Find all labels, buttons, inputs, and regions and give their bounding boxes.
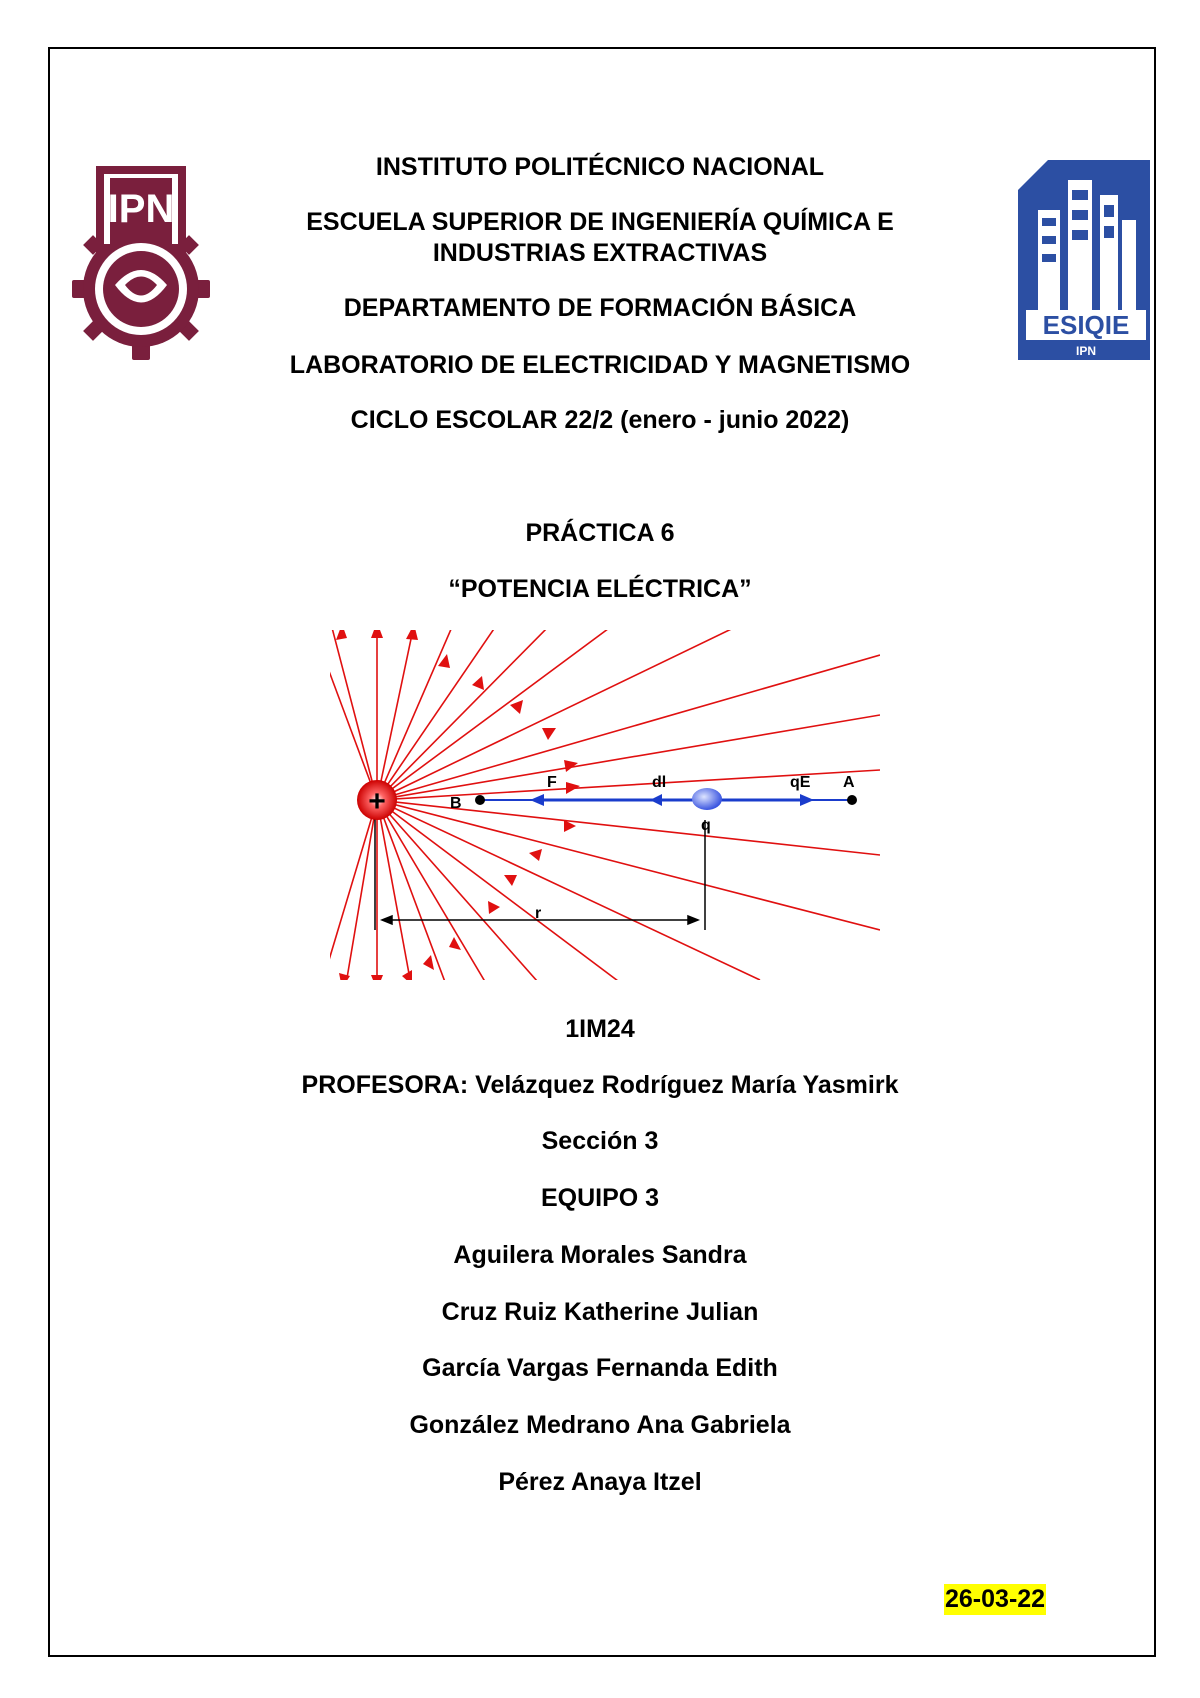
practice-title: “POTENCIA ELÉCTRICA” — [448, 575, 752, 603]
laboratory-name: LABORATORIO DE ELECTRICIDAD Y MAGNETISMO — [289, 351, 911, 379]
practice-number: PRÁCTICA 6 — [525, 519, 675, 547]
school-name-line2: INDUSTRIAS EXTRACTIVAS — [432, 239, 768, 267]
svg-text:IPN: IPN — [1075, 344, 1097, 358]
label-dl: dl — [652, 774, 667, 791]
label-qe: qE — [790, 774, 811, 791]
professor-name: PROFESORA: Velázquez Rodríguez María Yasmirk — [301, 1071, 899, 1099]
department-name: DEPARTAMENTO DE FORMACIÓN BÁSICA — [343, 294, 857, 322]
school-name-line1: ESCUELA SUPERIOR DE INGENIERÍA QUÍMICA E — [306, 208, 894, 236]
electric-field-diagram — [330, 630, 880, 980]
section-number: Sección 3 — [541, 1127, 659, 1155]
member-name: Pérez Anaya Itzel — [498, 1468, 702, 1496]
label-f: F — [547, 774, 557, 791]
member-name: Aguilera Morales Sandra — [453, 1241, 747, 1269]
team-number: EQUIPO 3 — [540, 1184, 660, 1212]
school-cycle: CICLO ESCOLAR 22/2 (enero - junio 2022) — [350, 406, 850, 434]
group-code: 1IM24 — [565, 1015, 635, 1043]
label-r: r — [535, 905, 542, 922]
path-line — [480, 794, 852, 806]
document-date: 26-03-22 — [945, 1585, 1046, 1613]
institute-name: INSTITUTO POLITÉCNICO NACIONAL — [375, 153, 825, 181]
member-name: García Vargas Fernanda Edith — [422, 1354, 778, 1382]
label-a: A — [843, 774, 855, 791]
member-name: González Medrano Ana Gabriela — [409, 1411, 791, 1439]
svg-text:ESIQIE: ESIQIE — [1042, 310, 1130, 340]
svg-text:IPN: IPN — [107, 187, 175, 231]
test-charge-q — [692, 788, 722, 810]
charge-sign: + — [368, 785, 386, 818]
point-a — [847, 795, 857, 805]
point-b — [475, 795, 485, 805]
field-lines — [330, 630, 880, 980]
label-b: B — [450, 795, 462, 812]
label-q: q — [701, 817, 711, 834]
member-name: Cruz Ruiz Katherine Julian — [441, 1298, 759, 1326]
